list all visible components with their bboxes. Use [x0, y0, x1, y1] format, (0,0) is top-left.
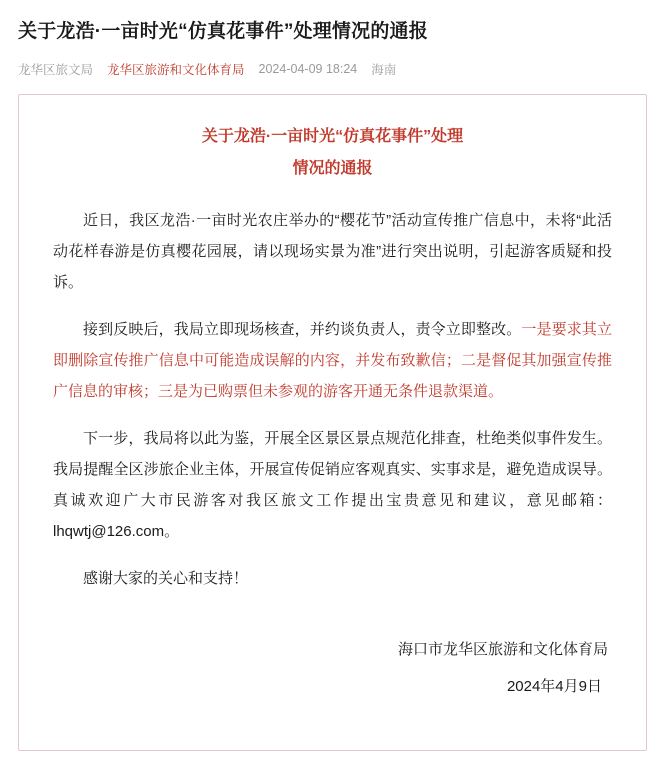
paragraph-1	[53, 205, 612, 298]
article-meta	[18, 60, 647, 78]
meta-location: 海南	[371, 63, 397, 77]
meta-source-link[interactable]: 龙华区旅游和文化体育局	[107, 63, 245, 77]
document-title-line-1: 关于龙浩·一亩时光“仿真花事件”处理	[201, 128, 464, 145]
notice-card	[18, 94, 647, 751]
meta-account: 龙华区旅文局	[18, 63, 94, 77]
document-title	[53, 121, 612, 185]
signature-date: 2024年4月9日	[506, 678, 602, 695]
paragraph-2-text: 接到反映后，我局立即现场核查，并约谈负责人，责令立即整改。	[83, 321, 522, 338]
paragraph-2-emphasis: 一是要求其立即删除宣传推广信息中可能造成误解的内容，并发布致歉信；二是督促其加强宣传推广信息的审核；三是为已购票但未参观的游客开通无条件退款渠道。	[53, 321, 612, 400]
page-title: 关于龙浩·一亩时光“仿真花事件”处理情况的通报	[18, 21, 428, 42]
paragraph-1-text: 近日，我区龙浩·一亩时光农庄举办的“樱花节”活动宣传推广信息中，未将“此活动花样春游是仿真樱花园展，请以现场实景为准”进行突出说明，引起游客质疑和投诉。	[53, 212, 612, 291]
paragraph-2	[53, 314, 612, 407]
signature-org: 海口市龙华区旅游和文化体育局	[397, 641, 608, 658]
paragraph-3	[53, 423, 612, 547]
closing-thanks: 感谢大家的关心和支持！	[83, 570, 249, 587]
meta-datetime: 2024-04-09 18:24	[258, 62, 358, 76]
paragraph-3-text: 下一步，我局将以此为鉴，开展全区景区景点规范化排查，杜绝类似事件发生。我局提醒全区涉旅企业主体，开展宣传促销应客观真实、实事求是，避免造成误导。真诚欢迎广大市民游客对我区旅文工作提出宝贵意见和建议，意见邮箱：lhqwtj@126.com。	[53, 430, 612, 540]
document-title-line-2: 情况的通报	[292, 160, 373, 177]
signature-block	[53, 634, 612, 702]
